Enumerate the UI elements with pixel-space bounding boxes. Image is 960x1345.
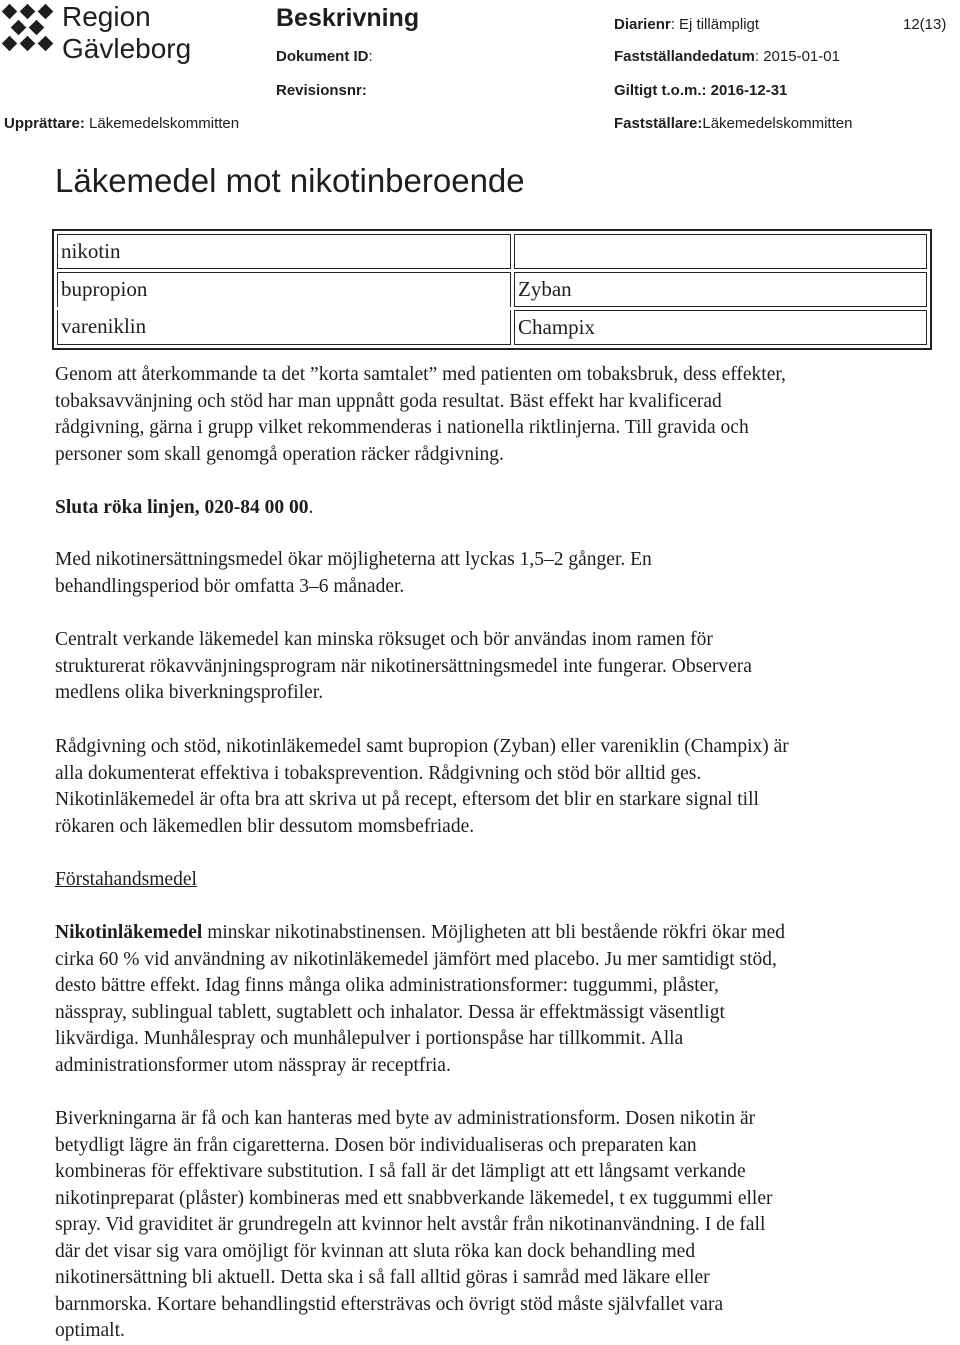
nicotine-drugs-paragraph [55, 920, 935, 1079]
revisionsnr [276, 82, 367, 99]
counselling-paragraph [55, 734, 935, 840]
text-line: tobaksavvänjning och stöd har man uppnått goda resultat. Bäst effekt har kvalificerad [55, 390, 722, 412]
side-effects-paragraph [55, 1106, 935, 1345]
substance-cell: nikotin [57, 234, 511, 269]
faststallandedatum [614, 48, 840, 65]
substance-table [52, 229, 932, 350]
upprattare-label: Upprättare: [4, 115, 85, 132]
nicotine-replacement-paragraph [55, 547, 935, 600]
text-line: barnmorska. Kortare behandlingstid eftersträvas och övrigt stöd måste självfallet vara [55, 1293, 724, 1315]
section-heading-text: Förstahandsmedel [55, 869, 197, 890]
upprattare [4, 115, 239, 132]
logo-mark-icon [2, 0, 217, 70]
hotline-text: Sluta röka linjen, 020-84 00 00 [55, 497, 309, 518]
text-line: kombineras för effektivare substitution. I så fall är det lämpligt att ett långsamt verkande [55, 1161, 746, 1182]
text-line: rökaren och läkemedlen blir dessutom momsbefriade. [55, 815, 475, 837]
text-line: minskar nikotinabstinensen. Möjligheten att bli bestående rökfri ökar med [202, 922, 786, 943]
text-line: Nikotinläkemedel är ofta bra att skriva ut på recept, eftersom det blir en starkare signal till [55, 789, 759, 810]
hotline-period: . [308, 497, 314, 518]
diarienr [614, 16, 759, 33]
giltigt-tom [614, 82, 787, 99]
faststallare-label: Fastställare: [614, 115, 703, 132]
upprattare-value: Läkemedelskommitten [84, 115, 240, 132]
page-title: Läkemedel mot nikotinberoende [55, 162, 525, 199]
faststallare-value: Läkemedelskommitten [702, 115, 853, 132]
text-line: där det visar sig vara omöjligt för kvinnan att sluta röka kan dock behandling med [55, 1240, 696, 1262]
text-line: Rådgivning och stöd, nikotinläkemedel samt bupropion (Zyban) eller vareniklin (Champix) är [55, 736, 789, 757]
substance-cell: bupropion [57, 272, 511, 307]
dokument-id [276, 48, 373, 65]
diarienr-value: : Ej tillämpligt [670, 16, 760, 33]
document-type: Beskrivning [276, 4, 420, 32]
text-line: nikotinersättning bli aktuell. Detta ska i så fall alltid göras i samråd med läkare eller [55, 1267, 710, 1288]
text-line: Biverkningarna är få och kan hanteras med byte av administrationsform. Dosen nikotin är [55, 1108, 756, 1129]
intro-paragraph [55, 362, 935, 468]
revisionsnr-label: Revisionsnr: [276, 82, 367, 99]
dokument-id-label: Dokument ID [276, 48, 369, 65]
region-gavleborg-logo [2, 0, 217, 70]
section-heading [55, 867, 935, 894]
giltigt-value: : 2016-12-31 [701, 82, 788, 99]
diarienr-label: Diarienr [614, 16, 671, 33]
brand-cell: Zyban [514, 272, 927, 307]
table-row [57, 310, 927, 345]
text-line: spray. Vid graviditet är grundregeln att kvinnor helt avstår från nikotinanvändning. I de fall [55, 1214, 766, 1235]
text-line: alla dokumenterat effektiva i tobaksprevention. Rådgivning och stöd bör alltid ges. [55, 762, 702, 784]
text-line: Genom att återkommande ta det ”korta samtalet” med patienten om tobaksbruk, dess effekter, [55, 364, 786, 385]
text-line: nikotinpreparat (plåster) kombineras med ett snabbverkande läkemedel, t ex tuggummi eller [55, 1187, 773, 1209]
text-line: Med nikotinersättningsmedel ökar möjligheterna att lyckas 1,5–2 gånger. En [55, 549, 652, 570]
giltigt-label: Giltigt t.o.m. [614, 82, 702, 99]
text-line: likvärdiga. Munhålespray och munhålepulver i portionspåse har tillkommit. Alla [55, 1028, 684, 1049]
text-line: strukturerat rökavvänjningsprogram när nikotinersättningsmedel inte fungerar. Observera [55, 655, 752, 677]
substance-cell: vareniklin [57, 310, 511, 345]
central-drugs-paragraph [55, 627, 935, 707]
text-line: rådgivning, gärna i grupp vilket rekommenderas i nationella riktlinjerna. Till gravida och [55, 417, 749, 438]
text-line: administrationsformer utom nässpray är receptfria. [55, 1054, 451, 1076]
text-line: medlens olika biverkningsprofiler. [55, 682, 324, 703]
logo-text-gavleborg: Gävleborg [62, 33, 192, 64]
nicotine-drugs-term: Nikotinläkemedel [55, 922, 203, 943]
text-line: behandlingsperiod bör omfatta 3–6 månader. [55, 575, 405, 597]
logo-text-region: Region [62, 1, 151, 32]
text-line: personer som skall genomgå operation räcker rådgivning. [55, 443, 504, 465]
text-line: optimalt. [55, 1320, 125, 1341]
hotline-paragraph [55, 495, 935, 522]
text-line: betydligt lägre än från cigaretterna. Dosen bör individualiseras och preparaten kan [55, 1134, 697, 1156]
table-row [57, 272, 927, 307]
text-line: nässpray, sublingual tablett, sugtablett och inhalator. Dessa är effektmässigt väsentligt [55, 1001, 725, 1023]
brand-cell: Champix [514, 310, 927, 345]
brand-cell [514, 234, 927, 269]
text-line: Centralt verkande läkemedel kan minska röksuget och bör användas inom ramen för [55, 629, 713, 650]
dokument-id-value: : [368, 48, 373, 65]
faststallandedatum-label: Fastställandedatum [614, 48, 755, 65]
faststallare [614, 115, 852, 132]
text-line: desto bättre effekt. Idag finns många olika administrationsformer: tuggummi, plåster, [55, 975, 719, 996]
faststallandedatum-value: : 2015-01-01 [754, 48, 840, 65]
page-indicator: 12(13) [903, 16, 947, 33]
text-line: cirka 60 % vid användning av nikotinläkemedel jämfört med placebo. Ju mer samtidigt stöd, [55, 948, 777, 970]
table-row [57, 234, 927, 269]
